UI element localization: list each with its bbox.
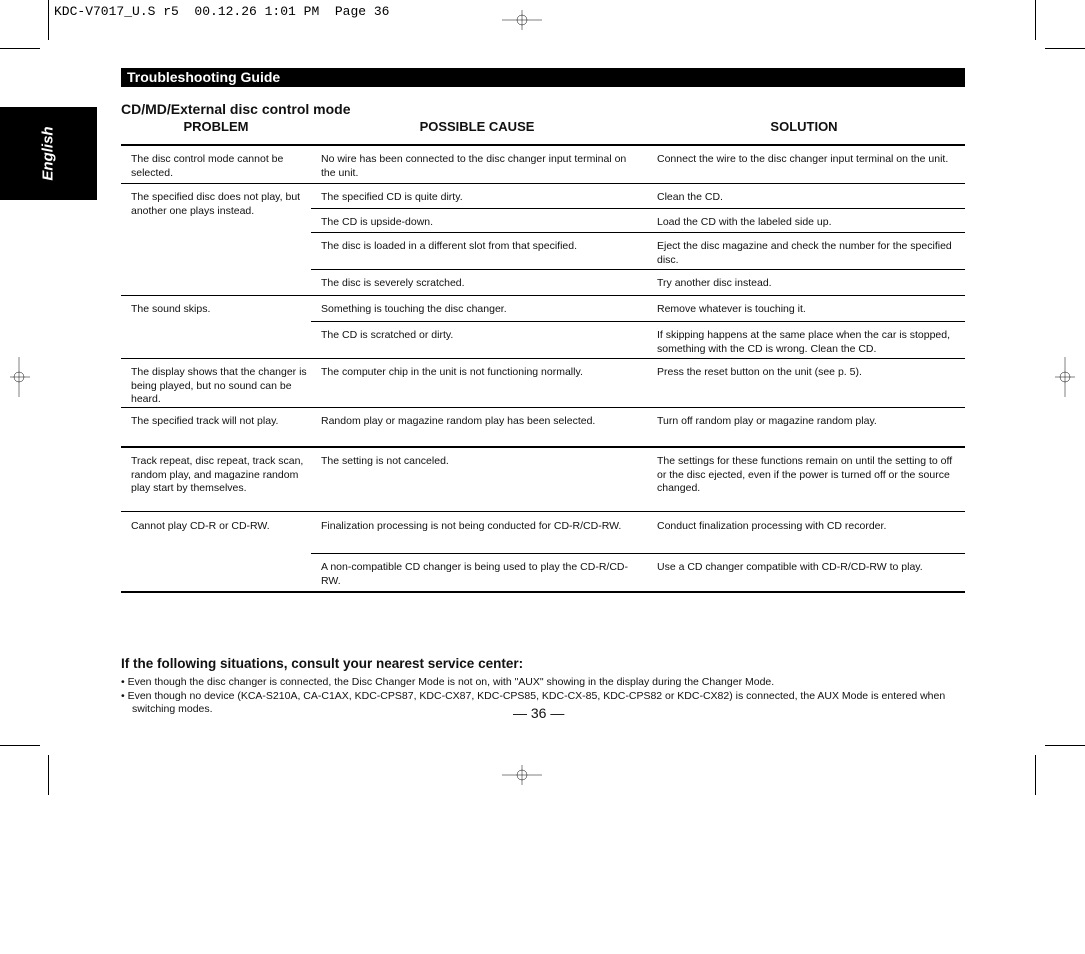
cause-cell: The CD is scratched or dirty. — [321, 329, 454, 341]
table-row — [311, 233, 965, 270]
crop-mark — [0, 745, 40, 746]
crop-mark — [1045, 745, 1085, 746]
crop-mark — [1035, 0, 1036, 40]
cause-cell: The computer chip in the unit is not functioning normally. — [321, 366, 583, 378]
table-header — [121, 119, 965, 146]
column-header-solution: SOLUTION — [770, 119, 838, 134]
table-row — [311, 322, 965, 358]
solution-cell: Turn off random play or magazine random play. — [657, 415, 877, 427]
cause-cell: The CD is upside-down. — [321, 216, 434, 228]
cause-list — [311, 448, 965, 511]
page-number: — 36 — — [513, 705, 565, 721]
table-row-group — [121, 448, 965, 512]
cause-cell: Something is touching the disc changer. — [321, 303, 507, 315]
cause-list — [311, 408, 965, 446]
problem-cell: The disc control mode cannot be selected. — [131, 153, 284, 179]
solution-cell: Clean the CD. — [657, 191, 723, 203]
crop-mark — [48, 755, 49, 795]
table-row-group — [121, 512, 965, 593]
column-header-cause: POSSIBLE CAUSE — [419, 119, 535, 134]
language-tab-label: English — [39, 126, 57, 181]
table-row — [311, 209, 965, 233]
problem-cell: The sound skips. — [131, 303, 211, 315]
cause-list — [311, 184, 965, 295]
section-title: CD/MD/External disc control mode — [121, 101, 351, 117]
table-row-group — [121, 296, 965, 359]
consult-heading: If the following situations, consult your nearest service center: — [121, 656, 524, 671]
solution-cell: Conduct finalization processing with CD recorder. — [657, 520, 887, 532]
list-item: • Even though no device (KCA-S210A, CA-C1AX, KDC-CPS87, KDC-CX87, KDC-CPS85, KDC-CX-85, KDC-CPS82 or KDC-CX82) is connected, the AUX Mode is entered when switching modes. — [121, 689, 946, 715]
table-row-group — [121, 146, 965, 184]
cause-list — [311, 512, 965, 591]
problem-cell: Track repeat, disc repeat, track scan, random play, and magazine random play start by themselves. — [131, 455, 304, 494]
language-tab — [0, 107, 97, 200]
registration-mark-icon — [502, 0, 542, 40]
cause-cell: The setting is not canceled. — [321, 455, 449, 467]
table-row-group — [121, 408, 965, 448]
solution-cell: The settings for these functions remain on until the setting to off or the disc ejected, even if the power is turned off or the source changed. — [657, 455, 953, 494]
column-header-problem: PROBLEM — [183, 119, 249, 134]
table-row-group — [121, 359, 965, 408]
page-title: Troubleshooting Guide — [121, 68, 965, 87]
cause-cell: A non-compatible CD changer is being used to play the CD-R/CD-RW. — [321, 561, 628, 587]
cause-cell: Random play or magazine random play has been selected. — [321, 415, 596, 427]
problem-cell: The specified track will not play. — [131, 415, 279, 427]
table-row — [311, 448, 965, 511]
table-row — [311, 296, 965, 322]
cause-list — [311, 359, 965, 407]
table-row — [311, 512, 965, 554]
table-row — [311, 184, 965, 209]
cause-cell: The disc is severely scratched. — [321, 277, 465, 289]
cause-list — [311, 296, 965, 358]
crop-mark — [1035, 755, 1036, 795]
registration-mark-icon — [0, 357, 40, 397]
problem-cell: The specified disc does not play, but another one plays instead. — [131, 191, 301, 217]
print-slug: KDC-V7017_U.S r5 00.12.26 1:01 PM Page 36 — [54, 4, 390, 19]
solution-cell: Use a CD changer compatible with CD-R/CD-RW to play. — [657, 561, 923, 573]
table-row — [311, 270, 965, 295]
solution-cell: Load the CD with the labeled side up. — [657, 216, 832, 228]
table-row — [311, 408, 965, 444]
solution-cell: Press the reset button on the unit (see p. 5). — [657, 366, 862, 378]
cause-list — [311, 146, 965, 183]
troubleshooting-table — [121, 119, 965, 593]
table-row — [311, 359, 965, 407]
solution-cell: If skipping happens at the same place when the car is stopped, something with the CD is wrong. Clean the CD. — [657, 329, 951, 355]
solution-cell: Eject the disc magazine and check the number for the specified disc. — [657, 240, 952, 266]
table-row-group — [121, 184, 965, 296]
crop-mark — [0, 48, 40, 49]
cause-cell: The disc is loaded in a different slot from that specified. — [321, 240, 578, 252]
solution-cell: Try another disc instead. — [657, 277, 772, 289]
solution-cell: Connect the wire to the disc changer input terminal on the unit. — [657, 153, 949, 165]
problem-cell: The display shows that the changer is being played, but no sound can be heard. — [131, 366, 307, 405]
cause-cell: No wire has been connected to the disc changer input terminal on the unit. — [321, 153, 627, 179]
crop-mark — [1045, 48, 1085, 49]
cause-cell: Finalization processing is not being conducted for CD-R/CD-RW. — [321, 520, 622, 532]
registration-mark-icon — [1045, 357, 1085, 397]
list-item: • Even though the disc changer is connected, the Disc Changer Mode is not on, with "AUX" showing in the display during the Changer Mode. — [121, 676, 775, 688]
problem-cell: Cannot play CD-R or CD-RW. — [131, 520, 270, 532]
registration-mark-icon — [502, 755, 542, 795]
table-row — [311, 554, 965, 591]
crop-mark — [48, 0, 49, 40]
table-row — [311, 146, 965, 182]
cause-cell: The specified CD is quite dirty. — [321, 191, 463, 203]
solution-cell: Remove whatever is touching it. — [657, 303, 806, 315]
